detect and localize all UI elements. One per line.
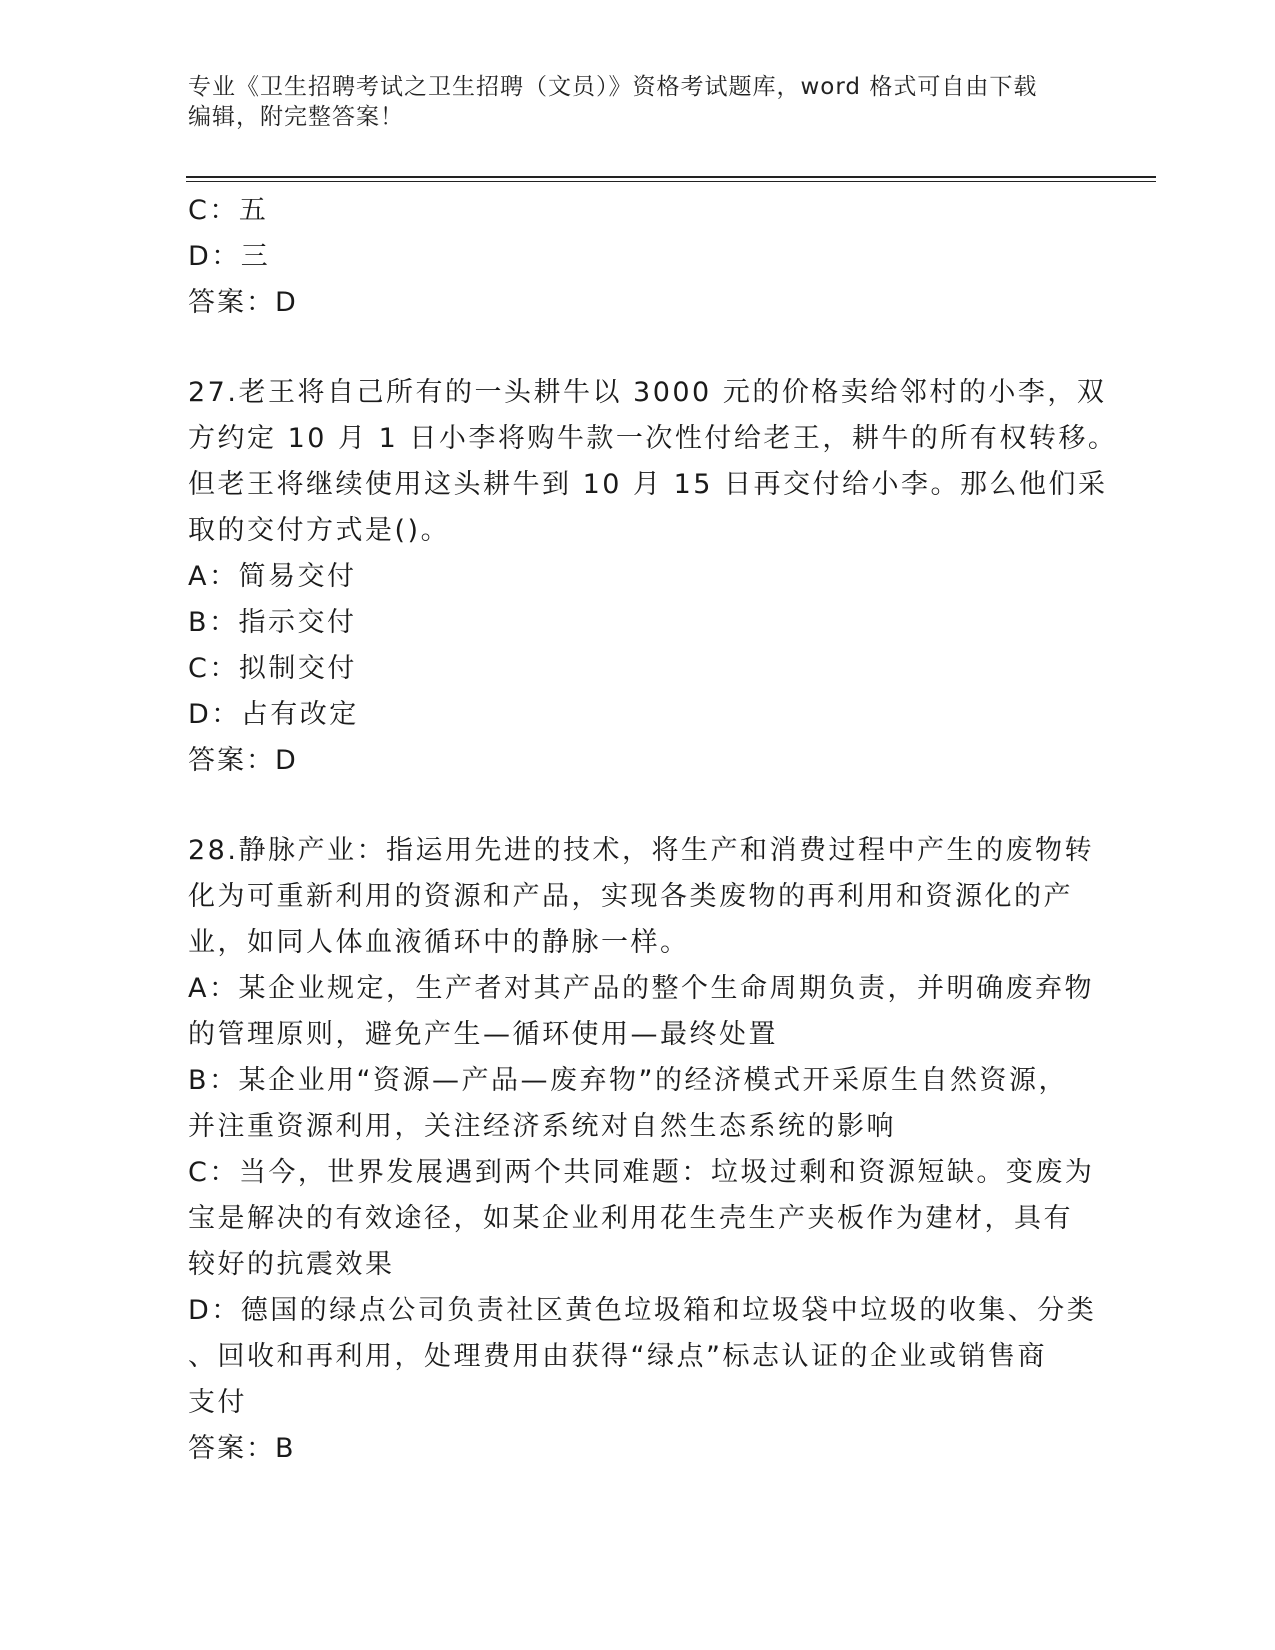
header-line-2: 编辑，附完整答案！ [188,104,404,130]
option-d: D：占有改定 [188,699,359,730]
page-content [188,188,1118,1472]
header-line-1: 专业《卫生招聘考试之卫生招聘（文员）》资格考试题库，word 格式可自由下载 [188,74,1038,100]
option-a-continued: 的管理原则，避免产生—循环使用—最终处置 [188,1019,778,1050]
answer-line: 答案：B [188,1433,296,1464]
question-stem-line: 但老王将继续使用这头耕牛到 10 月 15 日再交付给小李。那么他们采 [188,469,1108,500]
option-c: C：当今，世界发展遇到两个共同难题：垃圾过剩和资源短缺。变废为 [188,1157,1095,1188]
header-rule-thick [186,176,1156,178]
question-stem-line: 方约定 10 月 1 日小李将购牛款一次性付给老王，耕牛的所有权转移。 [188,423,1118,454]
spacer [188,784,1088,828]
page-header [188,72,1068,132]
option-b: B：指示交付 [188,607,357,638]
question-stem-line: 业，如同人体血液循环中的静脉一样。 [188,927,690,958]
spacer [188,326,1088,370]
question-26-tail [188,188,1088,326]
question-27 [188,370,1118,784]
answer-line: 答案：D [188,745,298,776]
option-d: D：德国的绿点公司负责社区黄色垃圾箱和垃圾袋中垃圾的收集、分类 [188,1295,1097,1326]
question-stem-line: 27.老王将自己所有的一头耕牛以 3000 元的价格卖给邻村的小李，双 [188,377,1107,408]
question-28 [188,828,1097,1472]
option-b-continued: 并注重资源利用，关注经济系统对自然生态系统的影响 [188,1111,896,1142]
header-rule-thin [186,181,1156,182]
option-c-continued: 宝是解决的有效途径，如某企业利用花生壳生产夹板作为建材，具有 [188,1203,1073,1234]
option-a: A：某企业规定，生产者对其产品的整个生命周期负责，并明确废弃物 [188,973,1094,1004]
option-d-continued: 、回收和再利用，处理费用由获得“绿点”标志认证的企业或销售商 [188,1341,1047,1372]
option-c: C：拟制交付 [188,653,357,684]
option-b: B：某企业用“资源—产品—废弃物”的经济模式开采原生自然资源， [188,1065,1068,1096]
option-c: C：五 [188,195,269,226]
option-a: A：简易交付 [188,561,357,592]
option-d: D：三 [188,241,271,272]
question-stem-line: 28.静脉产业：指运用先进的技术，将生产和消费过程中产生的废物转 [188,835,1094,866]
option-c-continued: 较好的抗震效果 [188,1249,395,1280]
answer-line: 答案：D [188,287,298,318]
question-stem-line: 化为可重新利用的资源和产品，实现各类废物的再利用和资源化的产 [188,881,1073,912]
question-stem-line: 取的交付方式是()。 [188,515,451,546]
option-d-continued: 支付 [188,1387,247,1418]
